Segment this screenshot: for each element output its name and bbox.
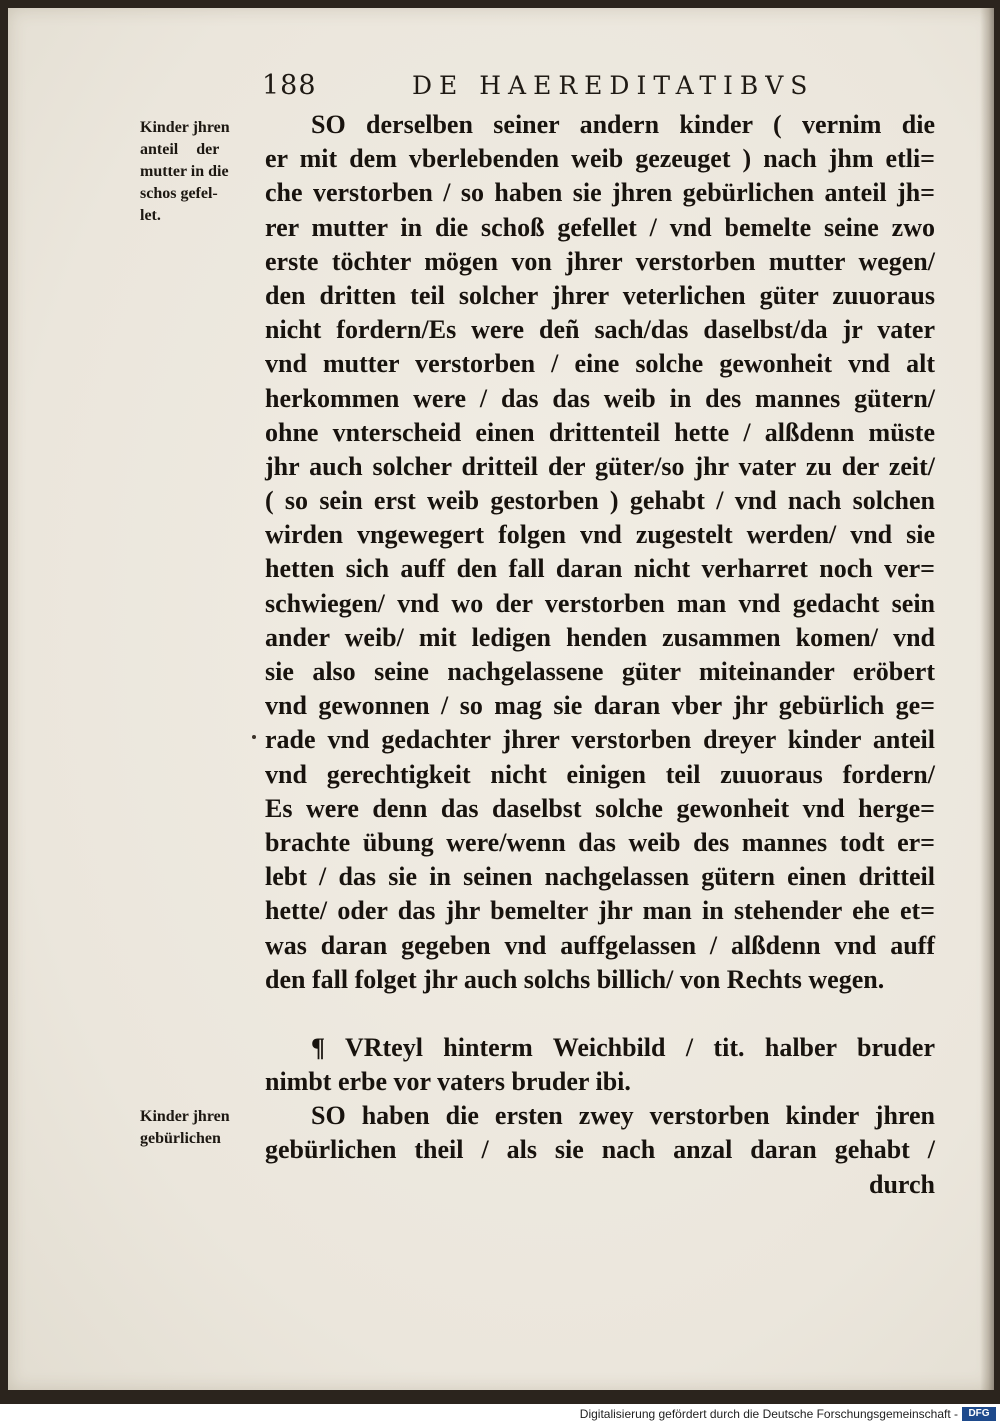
text-line: SO derselben seiner andern kinder ( vernim die [311, 110, 935, 139]
margin-note-line: mutter in die [140, 163, 229, 180]
text-line: ( so sein erst weib gestorben ) gehabt / vnd nach solchen [265, 486, 935, 516]
text-line: Es were denn das daselbst solche gewonheit vnd herge= [265, 793, 935, 823]
text-line: nicht fordern/Es were deñ sach/das daselbst/da jr vater [265, 315, 935, 345]
funding-credit: Digitalisierung gefördert durch die Deutsche Forschungsgemeinschaft - [579, 1407, 958, 1421]
text-line: er mit dem vberlebenden weib gezeuget ) nach jhm etli= [265, 144, 935, 174]
margin-note-line: schos gefel- [140, 185, 218, 202]
text-line: hetten sich auff den fall daran nicht verharret noch ver= [265, 554, 935, 584]
text-line: hette/ oder das jhr bemelter jhr man in stehender ehe et= [265, 896, 935, 926]
text-line: vnd gewonnen / so mag sie daran vber jhr gebürlich ge= [265, 691, 935, 721]
margin-note-1 [140, 117, 262, 227]
paragraph-gap [265, 997, 935, 1031]
text-line: vnd mutter verstorben / eine solche gewonheit vnd alt [265, 349, 935, 379]
paragraph-2 [265, 1031, 935, 1099]
text-line: rer mutter in die schoß gefellet / vnd bemelte seine zwo [265, 212, 935, 242]
running-head: DE HAEREDITATIBVS [412, 71, 815, 100]
text-line: brachte übung were/wenn das weib des mannes todt er= [265, 827, 935, 857]
text-line: herkommen were / das das weib in des mannes gütern/ [265, 383, 935, 413]
text-line: rade vnd gedachter jhrer verstorben dreyer kinder anteil [265, 725, 935, 755]
ink-speck [252, 735, 256, 739]
page-header [262, 70, 842, 101]
body-text [265, 108, 935, 1202]
margin-note-line: Kinder jhren [140, 1108, 230, 1125]
dfg-logo: DFG [962, 1407, 996, 1421]
paragraph-1 [265, 108, 935, 997]
text-line: schwiegen/ vnd wo der verstorben man vnd gedacht sein [265, 588, 935, 618]
page-number: 188 [262, 70, 317, 101]
text-line: SO haben die ersten zwey verstorben kinder jhren [311, 1101, 935, 1131]
text-line: wirden vngewegert folgen vnd zugestelt werden/ vnd sie [265, 520, 935, 550]
text-line: den dritten teil solcher jhrer veterlichen güter zuuoraus [265, 280, 935, 310]
text-line: che verstorben / so haben sie jhren gebürlichen anteil jh= [265, 178, 935, 208]
text-line: den fall folget jhr auch solchs billich/ von Rechts wegen. [265, 964, 885, 994]
margin-note-line: let. [140, 207, 161, 224]
text-line: erste töchter mögen von jhrer verstorben mutter wegen/ [265, 246, 935, 276]
page-edge-shadow [980, 8, 994, 1390]
text-line: jhr auch solcher dritteil der güter/so jhr vater zu der zeit/ [265, 451, 935, 481]
margin-note-2 [140, 1106, 262, 1150]
text-line: ¶ VRteyl hinterm Weichbild / tit. halber bruder [311, 1032, 935, 1062]
text-line: ander weib/ mit ledigen henden zusammen komen/ vnd [265, 622, 935, 652]
margin-note-line: gebürlichen [140, 1130, 221, 1147]
text-line: lebt / das sie in seinen nachgelassen gütern einen dritteil [265, 862, 935, 892]
text-line: was daran gegeben vnd auffgelassen / alßdenn vnd auff [265, 930, 935, 960]
text-line: nimbt erbe vor vaters bruder ibi. [265, 1067, 631, 1097]
paragraph-3 [265, 1099, 935, 1202]
margin-note-line: Kinder jhren [140, 119, 230, 136]
text-line: ohne vnterscheid einen drittenteil hette / alßdenn müste [265, 417, 935, 447]
text-line: vnd gerechtigkeit nicht einigen teil zuuoraus fordern/ [265, 759, 935, 789]
margin-note-line: anteil der [140, 141, 220, 158]
text-line: sie also seine nachgelassene güter miteinander eröbert [265, 657, 935, 686]
footer-bar [0, 1404, 1000, 1424]
text-line: gebürlichen theil / als sie nach anzal daran gehabt / [265, 1135, 935, 1165]
catchword: durch [869, 1169, 935, 1199]
